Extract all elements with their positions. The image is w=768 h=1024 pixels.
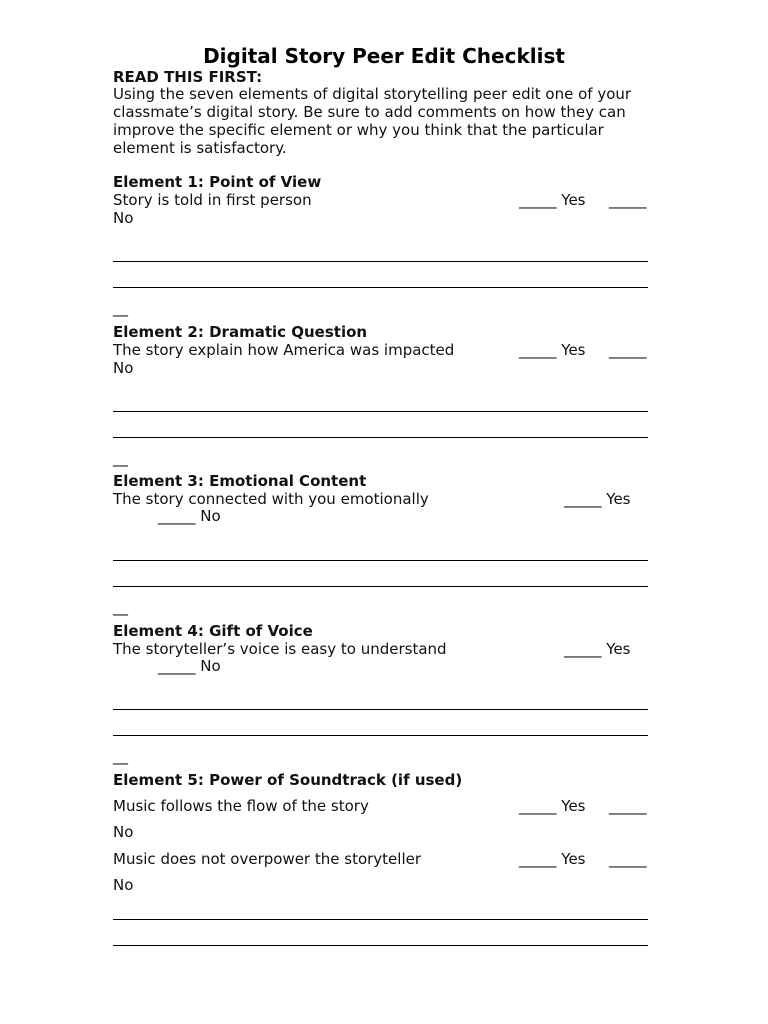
statement-text: Music follows the flow of the story <box>113 797 369 815</box>
no-option: No <box>113 359 134 377</box>
statement-text: The story explain how America was impacted <box>113 341 455 359</box>
yes-option: _____ Yes <box>519 850 586 868</box>
no-option: No <box>113 876 134 894</box>
yes-option: _____ Yes <box>564 640 631 658</box>
intro-line: Using the seven elements of digital storytelling peer edit one of your <box>113 85 632 103</box>
intro-line: element is satisfactory. <box>113 139 287 157</box>
no-option: _____ No <box>158 657 221 675</box>
element-heading: Element 5: Power of Soundtrack (if used) <box>113 771 463 789</box>
yes-option: _____ Yes <box>519 341 586 359</box>
no-blank: _____ <box>609 341 647 359</box>
no-blank: _____ <box>609 191 647 209</box>
comment-line <box>113 287 648 288</box>
comment-line <box>113 411 648 412</box>
comment-line <box>113 919 648 920</box>
statement-text: Story is told in first person <box>113 191 312 209</box>
element-heading: Element 4: Gift of Voice <box>113 622 313 640</box>
page-title: Digital Story Peer Edit Checklist <box>203 44 565 68</box>
no-blank: _____ <box>609 797 647 815</box>
element-heading: Element 1: Point of View <box>113 173 322 191</box>
yes-option: _____ Yes <box>564 490 631 508</box>
statement-text: The storyteller’s voice is easy to understand <box>113 640 447 658</box>
end-mark: __ <box>113 747 128 765</box>
end-mark: __ <box>113 449 128 467</box>
comment-line <box>113 586 648 587</box>
statement-text: The story connected with you emotionally <box>113 490 429 508</box>
intro-line: improve the specific element or why you think that the particular <box>113 121 604 139</box>
comment-line <box>113 735 648 736</box>
end-mark: __ <box>113 299 128 317</box>
comment-line <box>113 709 648 710</box>
intro-line: classmate’s digital story. Be sure to add comments on how they can <box>113 103 626 121</box>
element-heading: Element 3: Emotional Content <box>113 472 367 490</box>
no-option: No <box>113 209 134 227</box>
no-blank: _____ <box>609 850 647 868</box>
comment-line <box>113 437 648 438</box>
end-mark: __ <box>113 598 128 616</box>
yes-option: _____ Yes <box>519 191 586 209</box>
no-option: No <box>113 823 134 841</box>
element-heading: Element 2: Dramatic Question <box>113 323 368 341</box>
comment-line <box>113 945 648 946</box>
comment-line <box>113 261 648 262</box>
yes-option: _____ Yes <box>519 797 586 815</box>
intro-heading: READ THIS FIRST: <box>113 68 263 86</box>
no-option: _____ No <box>158 507 221 525</box>
comment-line <box>113 560 648 561</box>
statement-text: Music does not overpower the storyteller <box>113 850 422 868</box>
